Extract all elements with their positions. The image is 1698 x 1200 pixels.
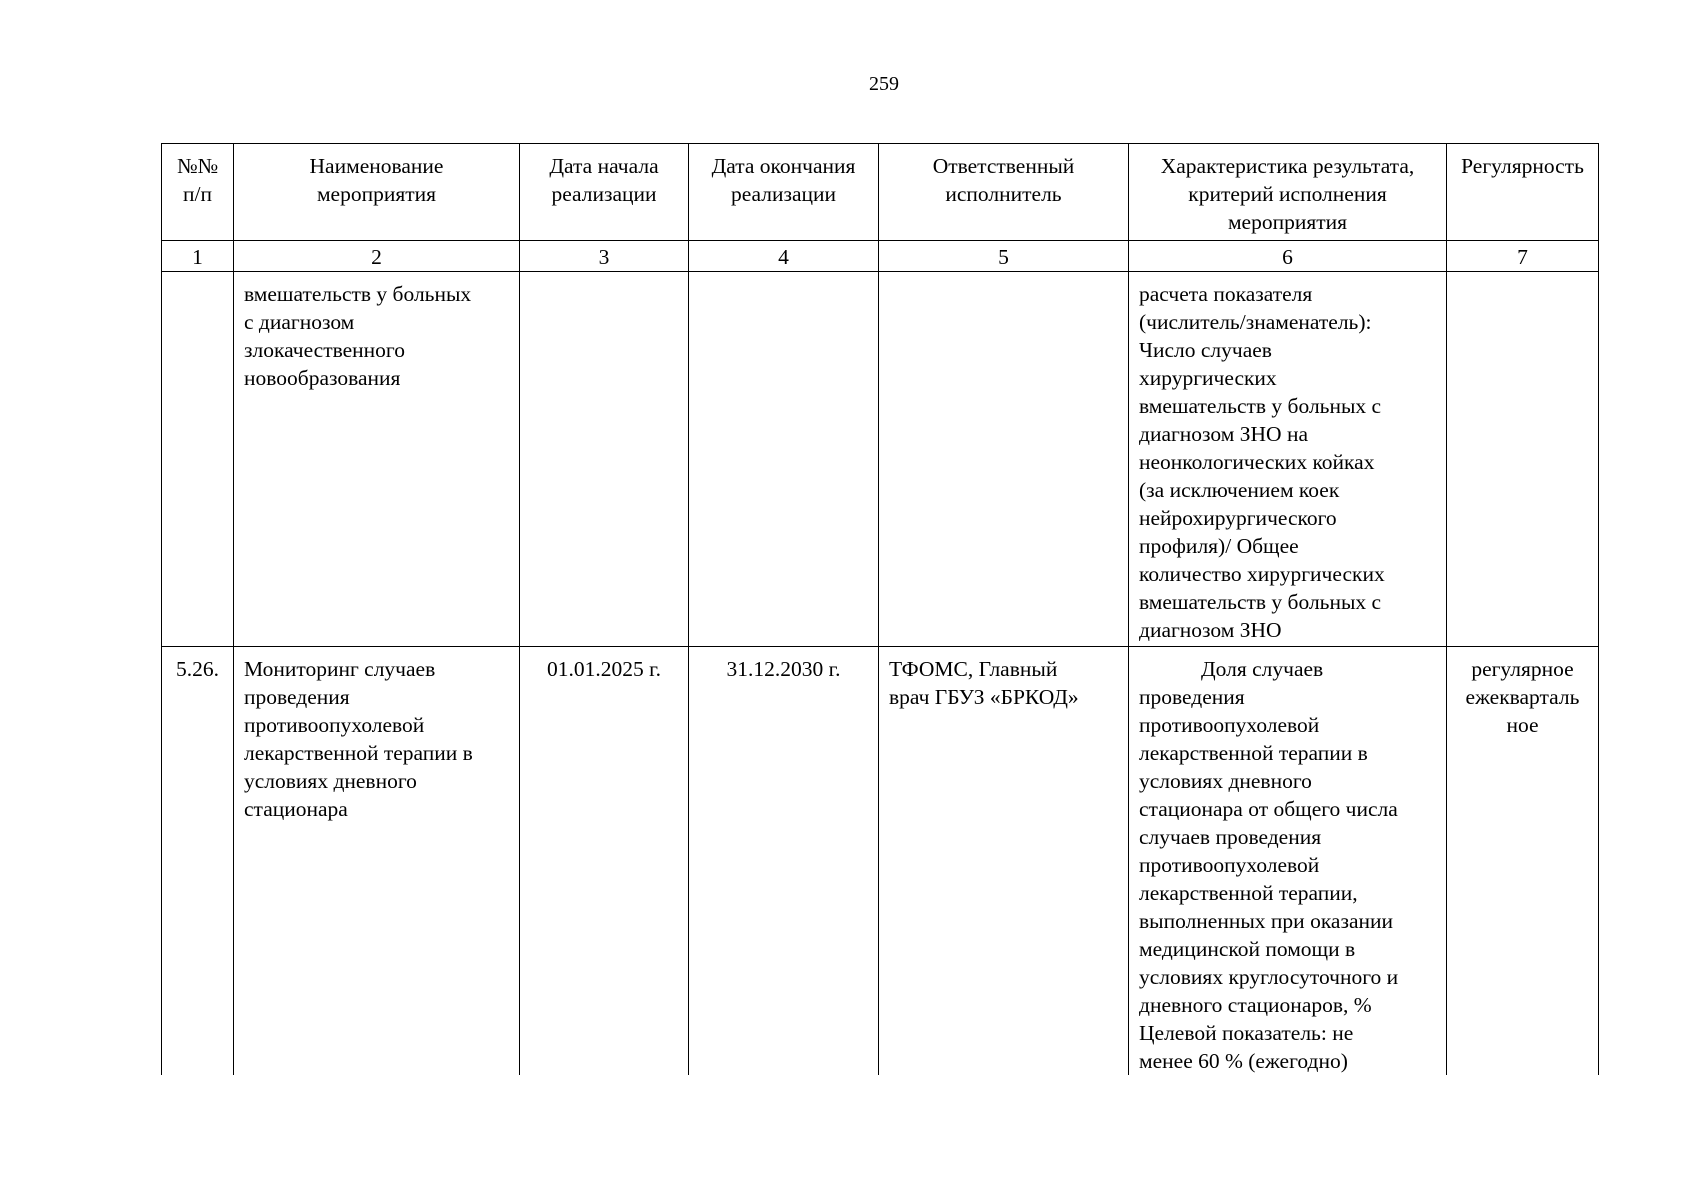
row-number-cell: 5.26. — [162, 647, 234, 1076]
column-number: 3 — [520, 241, 689, 272]
page-number: 259 — [869, 73, 899, 95]
header-result: Характеристика результата, критерий исполнения мероприятия — [1129, 144, 1447, 241]
column-number: 1 — [162, 241, 234, 272]
row-result-cell: Доля случаев проведения противоопухолевой лекарственной терапии в условиях дневного стационара от общего числа случаев проведения противоопухолевой лекарственной терапии, выполненных при оказании медицинской помощи в условиях круглосуточного и дневного стационаров, % Целевой показатель: не менее 60 % (ежегодно) — [1129, 647, 1447, 1076]
row-start-date-cell — [520, 272, 689, 647]
table-row-continuation — [162, 272, 1599, 647]
header-start-date: Дата начала реализации — [520, 144, 689, 241]
header-activity-name: Наименование мероприятия — [234, 144, 520, 241]
row-start-date-cell: 01.01.2025 г. — [520, 647, 689, 1076]
header-regularity: Регулярность — [1447, 144, 1599, 241]
row-end-date-cell: 31.12.2030 г. — [689, 647, 879, 1076]
activities-table — [161, 143, 1599, 1075]
row-result-cell: расчета показателя (числитель/знаменатель): Число случаев хирургических вмешательств у больных с диагнозом ЗНО на неонкологических койках (за исключением коек нейрохирургического профиля)/ Общее количество хирургических вмешательств у больных с диагнозом ЗНО — [1129, 272, 1447, 647]
table-row — [162, 647, 1599, 1076]
row-responsible-cell — [879, 272, 1129, 647]
row-regularity-cell: регулярное ежекварталь ное — [1447, 647, 1599, 1076]
column-number: 2 — [234, 241, 520, 272]
column-number: 5 — [879, 241, 1129, 272]
row-responsible-cell: ТФОМС, Главный врач ГБУЗ «БРКОД» — [879, 647, 1129, 1076]
column-number: 6 — [1129, 241, 1447, 272]
header-responsible: Ответственный исполнитель — [879, 144, 1129, 241]
row-activity-cell: вмешательств у больных с диагнозом злокачественного новообразования — [234, 272, 520, 647]
header-number: №№ п/п — [162, 144, 234, 241]
row-activity-cell: Мониторинг случаев проведения противоопухолевой лекарственной терапии в условиях дневного стационара — [234, 647, 520, 1076]
column-number-row — [162, 241, 1599, 272]
row-regularity-cell — [1447, 272, 1599, 647]
column-number: 7 — [1447, 241, 1599, 272]
table-header-row — [162, 144, 1599, 241]
column-number: 4 — [689, 241, 879, 272]
row-end-date-cell — [689, 272, 879, 647]
header-end-date: Дата окончания реализации — [689, 144, 879, 241]
row-number-cell — [162, 272, 234, 647]
